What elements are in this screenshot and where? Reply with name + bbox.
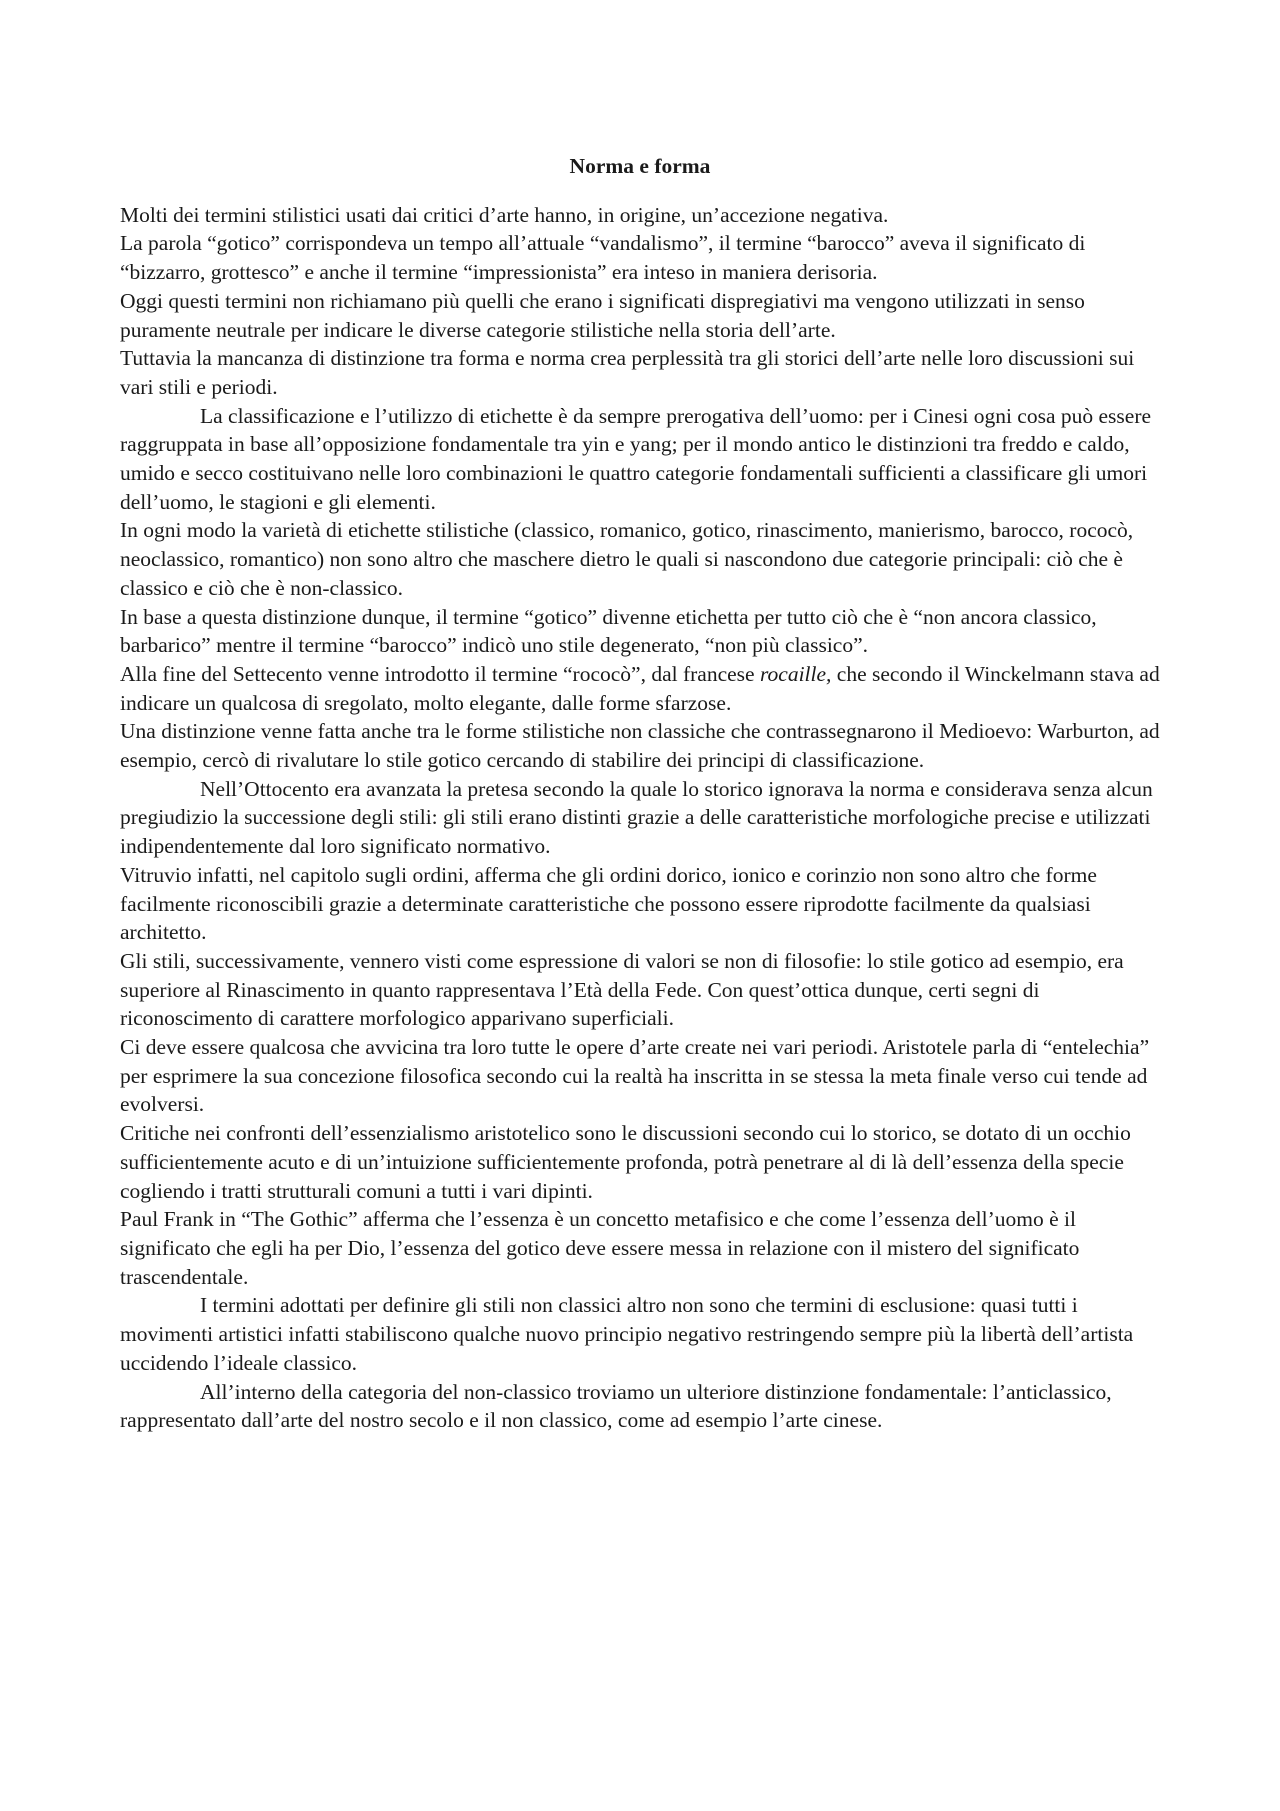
paragraph-7: In base a questa distinzione dunque, il termine “gotico” divenne etichetta per tutto ciò che è “non ancora classico, barbarico” mentre il termine “barocco” indicò uno stile degenerato, “non più classico”. [120, 604, 1097, 658]
paragraph-15: Paul Frank in “The Gothic” afferma che l’essenza è un concetto metafisico e che come l’essenza dell’uomo è il significato che egli ha per Dio, l’essenza del gotico deve essere messa in relazione con il mistero del significato trascendentale. [120, 1207, 1080, 1289]
paragraph-14: Critiche nei confronti dell’essenzialismo aristotelico sono le discussioni secondo cui lo storico, se dotato di un occhio sufficientemente acuto e di un’intuizione sufficientemente profonda, potrà penetrare al di là dell’essenza della specie cogliendo i tratti strutturali comuni a tutti i vari dipinti. [120, 1121, 1131, 1203]
paragraph-1: Molti dei termini stilistici usati dai critici d’arte hanno, in origine, un’accezione negativa. [120, 202, 889, 227]
paragraph-9: Una distinzione venne fatta anche tra le forme stilistiche non classiche che contrassegnarono il Medioevo: Warburton, ad esempio, cercò di rivalutare lo stile gotico cercando di stabilire dei principi di classificazione. [120, 719, 1160, 773]
paragraph-2: La parola “gotico” corrispondeva un tempo all’attuale “vandalismo”, il termine “barocco” aveva il significato di “bizzarro, grottesco” e anche il termine “impressionista” era inteso in maniera derisoria. [120, 231, 1086, 285]
paragraph-11: Vitruvio infatti, nel capitolo sugli ordini, afferma che gli ordini dorico, ionico e corinzio non sono altro che forme facilmente riconoscibili grazie a determinate caratteristiche che possono essere riprodotte facilmente da qualsiasi architetto. [120, 862, 1097, 945]
paragraph-16: I termini adottati per definire gli stili non classici altro non sono che termini di esclusione: quasi tutti i movimenti artistici infatti stabiliscono qualche nuovo principio negativo restringendo sempre più la libertà dell’artista uccidendo l’ideale classico. [120, 1293, 1134, 1375]
paragraph-8-text-after: che secondo il Winckelmann stava ad indicare un qualcosa di sregolato, molto elegante, dalle forme sfarzose. [120, 661, 1160, 715]
paragraph-13: Ci deve essere qualcosa che avvicina tra loro tutte le opere d’arte create nei vari periodi. Aristotele parla di “entelechia” per esprimere la sua concezione filosofica secondo cui la realtà ha inscritta in se stessa la meta finale verso cui tende ad evolversi. [120, 1035, 1150, 1117]
paragraph-17: All’interno della categoria del non-classico troviamo un ulteriore distinzione fondamentale: l’anticlassico, rappresentato dall’arte del nostro secolo e il non classico, come ad esempio l’arte cinese. [120, 1379, 1112, 1433]
paragraph-8 [120, 660, 1160, 717]
paragraph-8-text-before: Alla fine del Settecento venne introdotto il termine “rococò”, dal francese [120, 661, 760, 686]
paragraph-5: La classificazione e l’utilizzo di etichette è da sempre prerogativa dell’uomo: per i Cinesi ogni cosa può essere raggruppata in base all’opposizione fondamentale tra yin e yang; per il mondo antico le distinzioni tra freddo e caldo, umido e secco costituivano nelle loro combinazioni le quattro categorie fondamentali sufficienti a classificare gli umori dell’uomo, le stagioni e gli elementi. [120, 403, 1152, 514]
paragraph-3: Oggi questi termini non richiamano più quelli che erano i significati dispregiativi ma vengono utilizzati in senso puramente neutrale per indicare le diverse categorie stilistiche nella storia dell’arte. [120, 288, 1085, 342]
paragraph-4: Tuttavia la mancanza di distinzione tra forma e norma crea perplessità tra gli storici dell’arte nelle loro discussioni sui vari stili e periodi. [120, 346, 1135, 399]
paragraph-8-italic-term: rocaille, [759, 661, 832, 686]
paragraph-12: Gli stili, successivamente, vennero visti come espressione di valori se non di filosofie: lo stile gotico ad esempio, era superiore al Rinascimento in quanto rappresentava l’Età della Fede. Con quest’ottica dunque, certi segni di riconoscimento di carattere morfologico apparivano superficiali. [120, 948, 1124, 1031]
paragraph-10: Nell’Ottocento era avanzata la pretesa secondo la quale lo storico ignorava la norma e considerava senza alcun pregiudizio la successione degli stili: gli stili erano distinti grazie a delle caratteristiche morfologiche precise e utilizzati indipendentemente dal loro significato normativo. [120, 776, 1153, 859]
document-title: Norma e forma [569, 154, 711, 178]
paragraph-6: In ogni modo la varietà di etichette stilistiche (classico, romanico, gotico, rinascimento, manierismo, barocco, rococò, neoclassico, romantico) non sono altro che maschere dietro le quali si nascondono due categorie principali: ciò che è classico e ciò che è non-classico. [120, 518, 1134, 600]
document-body [120, 152, 1160, 1435]
